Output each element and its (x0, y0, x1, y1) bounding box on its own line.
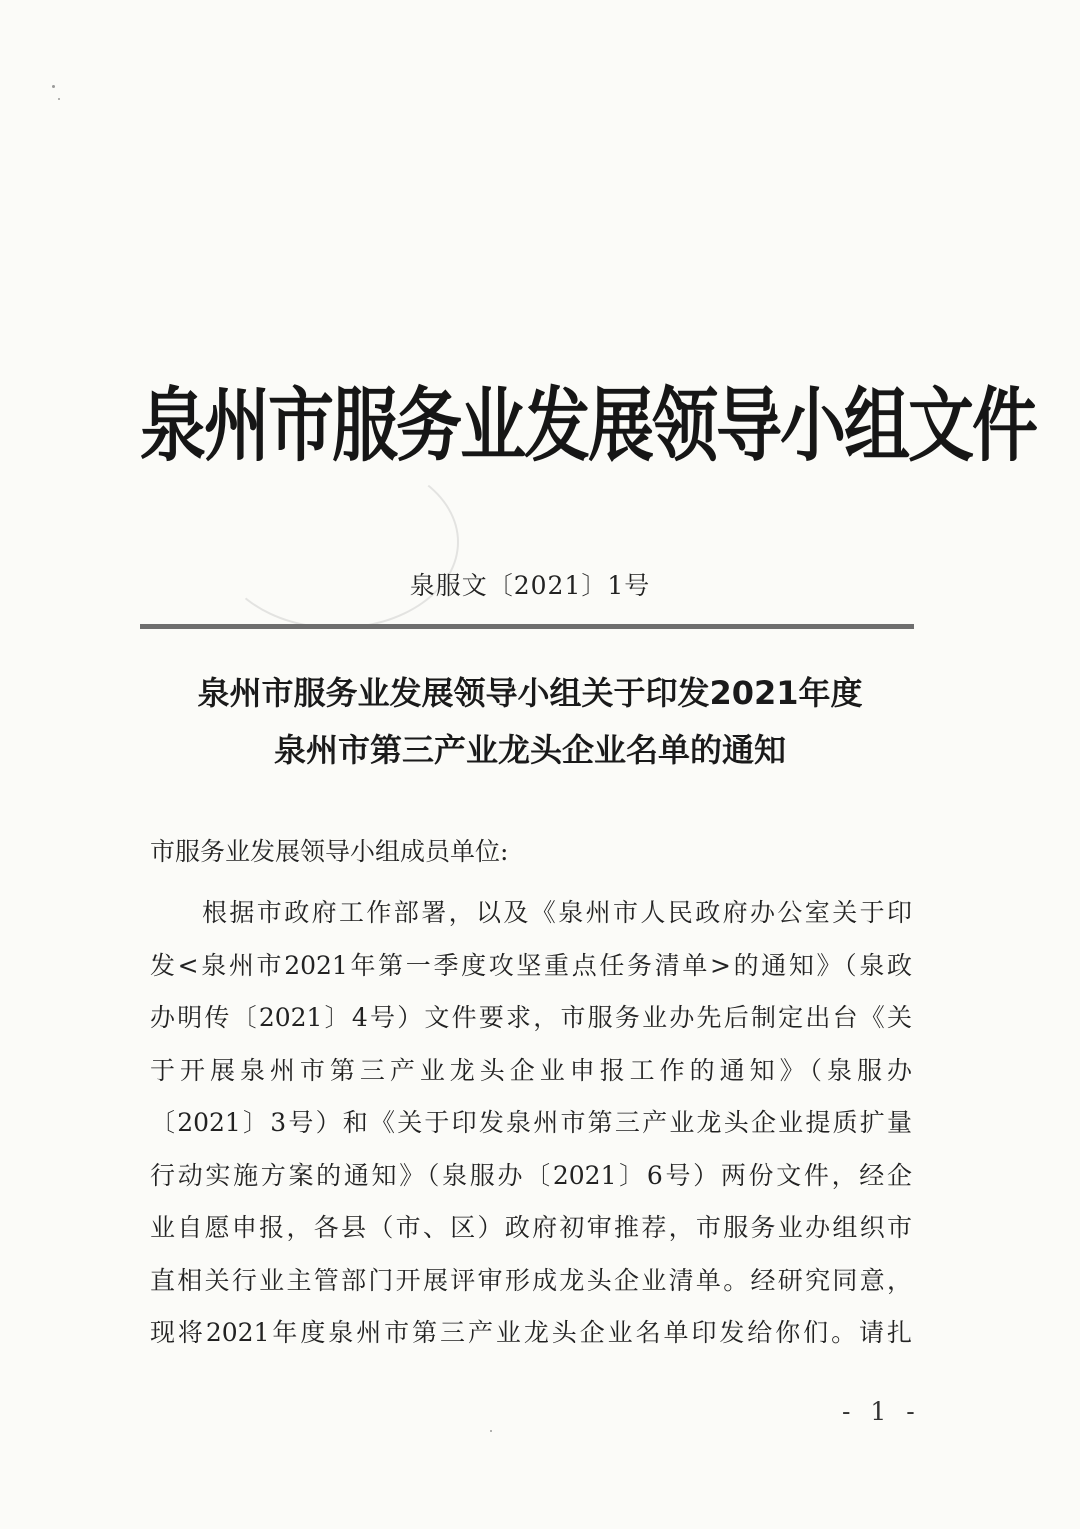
faint-seal-mark (215, 455, 459, 629)
title-line-2: 泉州市第三产业龙头企业名单的通知 (273, 731, 786, 769)
body-line: 直相关行业主管部门开展评审形成龙头企业清单。经研究同意， (150, 1265, 912, 1295)
body-line: 行动实施方案的通知》（泉服办〔2021〕6号）两份文件，经企 (150, 1160, 912, 1190)
body-paragraph (150, 887, 912, 1360)
body-line: 根据市政府工作部署，以及《泉州市人民政府办公室关于印 (202, 898, 912, 927)
scan-speck (52, 85, 55, 88)
body-line: 发<泉州市2021年第一季度攻坚重点任务清单>的通知》（泉政 (150, 950, 912, 980)
document-number: 泉服文〔2021〕1号 (409, 571, 651, 600)
body-line: 于开展泉州市第三产业龙头企业申报工作的通知》（泉服办 (150, 1055, 912, 1085)
document-masthead: 泉州市服务业发展领导小组文件 (140, 379, 1036, 474)
header-divider (140, 624, 914, 629)
document-title (140, 665, 920, 779)
salutation: 市服务业发展领导小组成员单位: (150, 837, 509, 866)
scan-speck (490, 1430, 492, 1432)
body-line: 业自愿申报，各县（市、区）政府初审推荐，市服务业办组织市 (150, 1213, 912, 1242)
title-line-1: 泉州市服务业发展领导小组关于印发2021年度 (197, 674, 863, 712)
page-number: - 1 - (842, 1397, 921, 1426)
body-line: 现将2021年度泉州市第三产业龙头企业名单印发给你们。请扎 (150, 1318, 912, 1347)
scan-speck (58, 98, 60, 100)
body-line: 〔2021〕3号）和《关于印发泉州市第三产业龙头企业提质扩量 (150, 1108, 912, 1137)
body-line: 办明传〔2021〕4号）文件要求，市服务业办先后制定出台《关 (150, 1003, 912, 1032)
